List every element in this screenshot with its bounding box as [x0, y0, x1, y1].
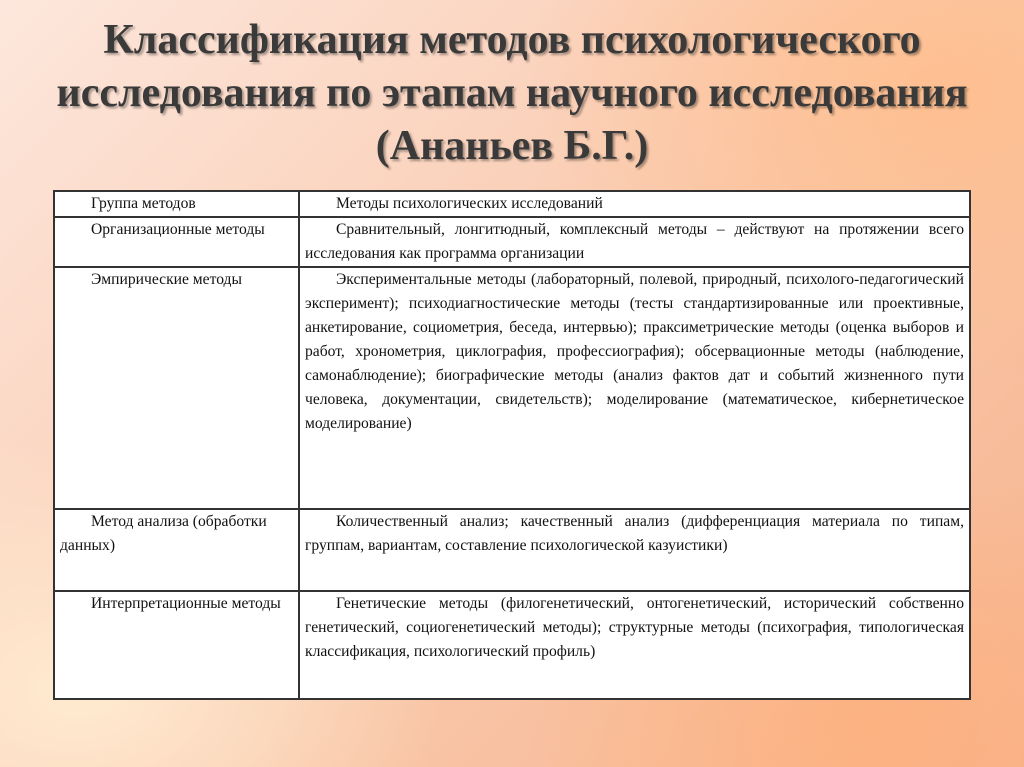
methods-cell: Экспериментальные методы (лабораторный, полевой, природный, психолого-педагогический эксперимент); психодиагностические методы (тесты стандартизированные или проективные, анкетирование, социометрия, беседа, интервью); праксиметрические методы (оценка выборов и работ, хронометрия, циклография, профессиография); обсервационные методы (наблюдение, самонаблюдение); биографические методы (анализ фактов дат и событий жизненного пути человека, документации, свидетельств); моделирование (математическое, кибернетическое моделирование)	[299, 267, 970, 509]
group-cell: Интерпретационные методы	[54, 591, 299, 699]
table-row	[54, 591, 970, 699]
header-cell-group: Группа методов	[54, 191, 299, 217]
group-cell: Эмпирические методы	[54, 267, 299, 509]
table-row	[54, 217, 970, 267]
header-cell-methods: Методы психологических исследований	[299, 191, 970, 217]
group-cell: Организационные методы	[54, 217, 299, 267]
methods-cell: Генетические методы (филогенетический, онтогенетический, исторический собственно генетический, социогенетический методы); структурные методы (психография, типологическая классификация, психологический профиль)	[299, 591, 970, 699]
group-cell: Метод анализа (обработки данных)	[54, 509, 299, 591]
table-row	[54, 267, 970, 509]
methods-cell: Количественный анализ; качественный анализ (дифференциация материала по типам, группам, вариантам, составление психологической казуистики)	[299, 509, 970, 591]
table-row	[54, 509, 970, 591]
slide-title: Классификация методов психологического исследования по этапам научного исследования (Ананьев Б.Г.)	[56, 17, 968, 169]
methods-classification-table	[53, 190, 971, 700]
table-header-row	[54, 191, 970, 217]
methods-cell: Сравнительный, лонгитюдный, комплексный методы – действуют на протяжении всего исследования как программа организации	[299, 217, 970, 267]
